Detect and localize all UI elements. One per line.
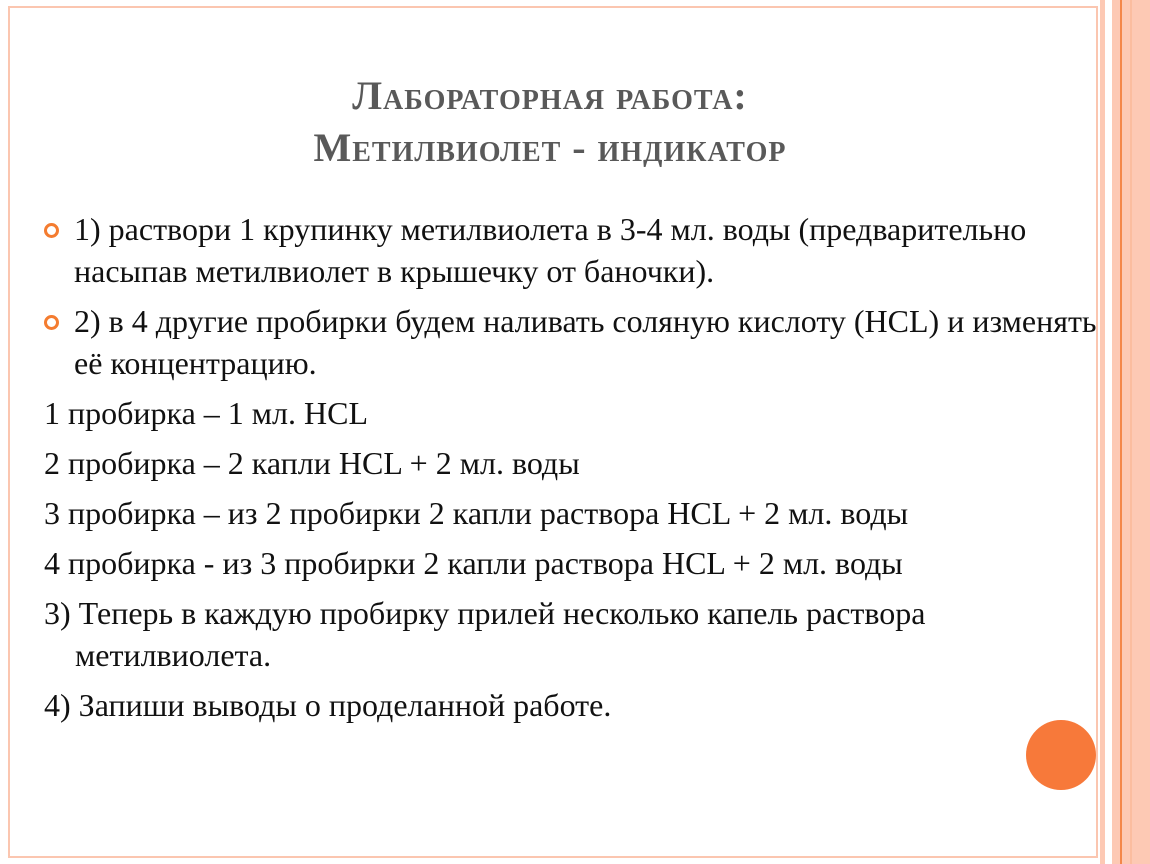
slide-body	[44, 208, 1104, 734]
text-line: 4) Запиши выводы о проделанной работе.	[44, 687, 612, 723]
title-line: Метилвиолет - индикатор	[313, 125, 787, 170]
bullet-text: 2) в 4 другие пробирки будем наливать соляную кислоту (HCL) и изменять её концентрацию.	[74, 303, 1097, 381]
slide-title	[0, 70, 1100, 174]
decor-line	[1130, 0, 1132, 864]
text-line: 3) Теперь в каждую пробирку прилей несколько капель раствора метилвиолета.	[44, 595, 926, 673]
title-line: Лабораторная работа:	[352, 73, 748, 118]
decor-line	[1120, 0, 1122, 864]
bullet-circle-icon	[44, 223, 59, 238]
decor-circle	[1026, 720, 1096, 790]
bullet-circle-icon	[44, 315, 59, 330]
text-line: 4 пробирка - из 3 пробирки 2 капли раствора HCL + 2 мл. воды	[44, 545, 903, 581]
text-line: 3 пробирка – из 2 пробирки 2 капли раствора HCL + 2 мл. воды	[44, 495, 909, 531]
text-line: 2 пробирка – 2 капли HCL + 2 мл. воды	[44, 445, 580, 481]
bullet-item	[44, 300, 1104, 384]
text-line: 1 пробирка – 1 мл. HCL	[44, 395, 369, 431]
bullet-item	[44, 208, 1104, 292]
bullet-text: 1) раствори 1 крупинку метилвиолета в 3-4 мл. воды (предварительно насыпав метилвиолет в крышечку от баночки).	[74, 211, 1027, 289]
